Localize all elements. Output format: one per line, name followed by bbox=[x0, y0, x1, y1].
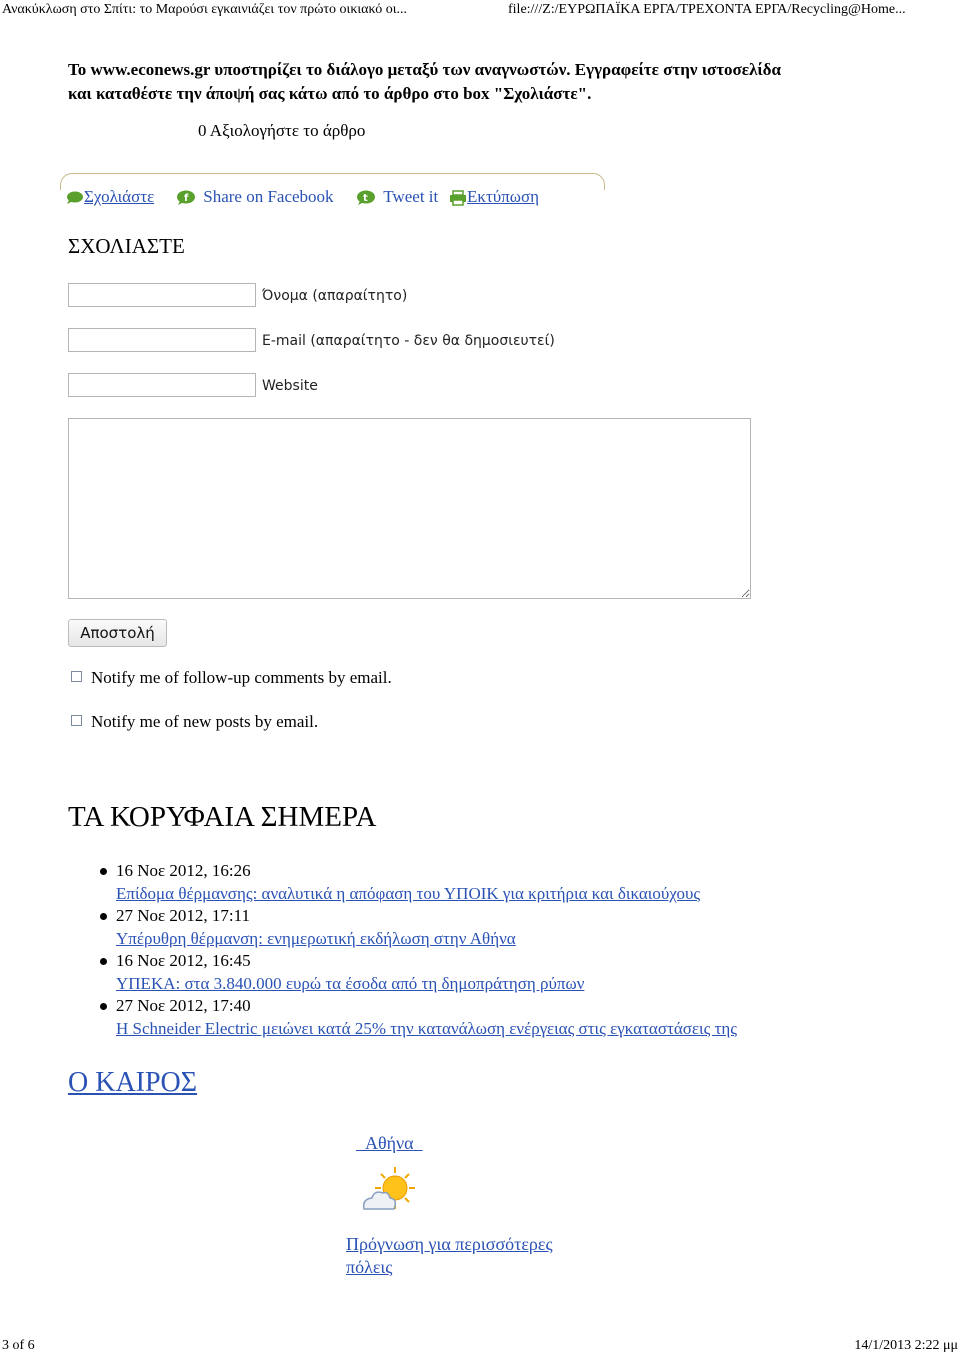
name-input[interactable] bbox=[68, 283, 256, 307]
share-comment-label: Σχολιάστε bbox=[84, 187, 155, 206]
weather-city-link[interactable] bbox=[356, 1133, 423, 1154]
submit-button[interactable]: Αποστολή bbox=[68, 619, 167, 647]
top-today-heading: ΤΑ ΚΟΡΥΦΑΙΑ ΣΗΜΕΡΑ bbox=[68, 801, 377, 833]
article-date: 16 Νοε 2012, 16:26 bbox=[116, 861, 251, 880]
article-link[interactable]: ΥΠΕΚΑ: στα 3.840.000 ευρώ τα έσοδα από τη δημοπράτηση ρύπων bbox=[116, 973, 585, 993]
bullet-icon bbox=[100, 1003, 107, 1010]
bullet-icon bbox=[100, 958, 107, 965]
forecast-line-2: πόλεις bbox=[346, 1257, 393, 1277]
share-print-label: Εκτύπωση bbox=[467, 187, 540, 206]
share-tweet-button[interactable] bbox=[356, 187, 438, 207]
weather-heading[interactable]: Ο ΚΑΙΡΟΣ bbox=[68, 1067, 198, 1098]
printer-icon bbox=[449, 190, 467, 206]
notify-comments-label: Notify me of follow-up comments by email. bbox=[91, 668, 392, 687]
page-number: 3 of 6 bbox=[2, 1338, 35, 1353]
share-comment-button[interactable] bbox=[66, 187, 154, 207]
article-link[interactable]: Υπέρυθρη θέρμανση: ενημερωτική εκδήλωση στην Αθήνα bbox=[116, 928, 516, 948]
article-link[interactable]: Επίδομα θέρμανσης: αναλυτικά η απόφαση του ΥΠΟΙΚ για κριτήρια και δικαιούχους bbox=[116, 883, 701, 903]
print-datetime: 14/1/2013 2:22 μμ bbox=[854, 1338, 958, 1353]
bullet-icon bbox=[100, 913, 107, 920]
intro-text bbox=[68, 58, 781, 106]
name-label: Όνομα (απαραίτητο) bbox=[262, 288, 408, 304]
svg-text:t: t bbox=[363, 193, 368, 205]
list-item bbox=[100, 950, 737, 995]
website-label: Website bbox=[262, 378, 318, 394]
comment-bubble-icon bbox=[66, 191, 84, 205]
comment-heading: ΣΧΟΛΙΑΣΤΕ bbox=[68, 234, 185, 258]
list-item bbox=[100, 995, 737, 1040]
email-input[interactable] bbox=[68, 328, 256, 352]
weather-city-label: Αθήνα bbox=[365, 1133, 414, 1153]
svg-text:f: f bbox=[184, 193, 189, 205]
email-label: E-mail (απαραίτητο - δεν θα δημοσιευτεί) bbox=[262, 333, 555, 349]
comment-textarea[interactable] bbox=[68, 418, 751, 599]
forecast-line-1: Πρόγνωση για περισσότερες bbox=[346, 1234, 553, 1254]
partly-cloudy-icon bbox=[360, 1165, 416, 1217]
page-url-header: file:///Z:/ΕΥΡΩΠΑΪΚΑ ΕΡΓΑ/ΤΡΕΧΟΝΤΑ ΕΡΓΑ/Recycling@Home... bbox=[508, 2, 906, 17]
share-tweet-label: Tweet it bbox=[383, 187, 439, 206]
bullet-icon bbox=[100, 868, 107, 875]
page-title-header: Ανακύκλωση στο Σπίτι: το Μαρούσι εγκαινιάζει τον πρώτο οικιακό οι... bbox=[2, 2, 407, 17]
share-facebook-button[interactable] bbox=[176, 187, 334, 207]
list-item bbox=[100, 860, 737, 905]
article-date: 27 Νοε 2012, 17:11 bbox=[116, 906, 251, 925]
facebook-icon bbox=[176, 190, 196, 206]
notify-posts-label: Notify me of new posts by email. bbox=[91, 712, 319, 731]
forecast-link[interactable] bbox=[346, 1233, 553, 1279]
top-today-list bbox=[100, 860, 737, 1040]
share-print-button[interactable] bbox=[449, 187, 539, 207]
article-date: 16 Νοε 2012, 16:45 bbox=[116, 951, 251, 970]
intro-line-1: To www.econews.gr υποστηρίζει το διάλογο μεταξύ των αναγνωστών. Εγγραφείτε στην ιστοσελίδα bbox=[68, 60, 781, 79]
notify-comments-checkbox[interactable] bbox=[71, 671, 82, 682]
twitter-icon bbox=[356, 190, 376, 206]
share-facebook-label: Share on Facebook bbox=[203, 187, 334, 206]
article-link[interactable]: Η Schneider Electric μειώνει κατά 25% την κατανάλωση ενέργειας στις εγκαταστάσεις της bbox=[116, 1018, 738, 1038]
list-item bbox=[100, 905, 737, 950]
website-input[interactable] bbox=[68, 373, 256, 397]
intro-line-2: και καταθέστε την άποψή σας κάτω από το άρθρο στο box "Σχολιάστε". bbox=[68, 84, 592, 103]
notify-posts-checkbox[interactable] bbox=[71, 715, 82, 726]
article-date: 27 Νοε 2012, 17:40 bbox=[116, 996, 251, 1015]
rating-link[interactable]: 0 Αξιολογήστε το άρθρο bbox=[198, 121, 366, 140]
